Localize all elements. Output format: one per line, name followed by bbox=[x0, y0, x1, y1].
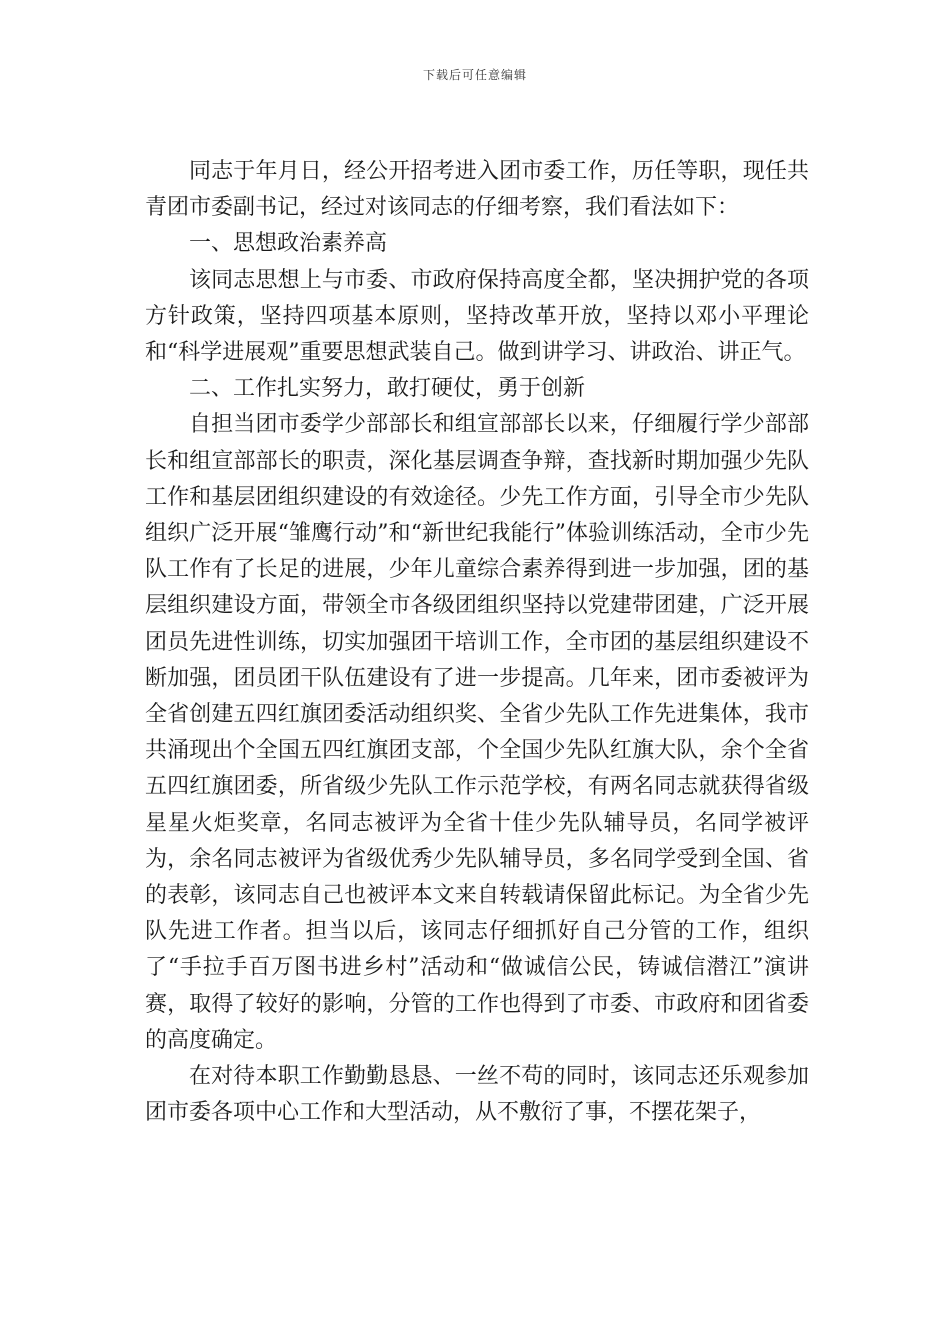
paragraph-political: 该同志思想上与市委、市政府保持高度全都，坚决拥护党的各项方针政策，坚持四项基本原则，坚持改革开放，坚持以邓小平理论和“科学进展观”重要思想武装自己。做到讲学习、讲政治、讲正气。 bbox=[145, 267, 809, 366]
paragraph-central-work: 在对待本职工作勤勤恳恳、一丝不苟的同时，该同志还乐观参加团市委各项中心工作和大型活动，从不敷衍了事，不摆花架子， bbox=[145, 1064, 809, 1126]
section-heading-1: 一、思想政治素养高 bbox=[189, 231, 388, 257]
paragraph-intro: 同志于年月日，经公开招考进入团市委工作，历任等职，现任共青团市委副书记，经过对该同志的仔细考察，我们看法如下： bbox=[145, 159, 809, 221]
paragraph-work: 自担当团市委学少部部长和组宣部部长以来，仔细履行学少部部长和组宣部部长的职责，深化基层调查争辩，查找新时期加强少先队工作和基层团组织建设的有效途径。少先工作方面，引导全市少先队组织广泛开展“雏鹰行动”和“新世纪我能行”体验训练活动，全市少先队工作有了长足的进展，少年儿童综合素养得到进一步加强，团的基层组织建设方面，带领全市各级团组织坚持以党建带团建，广泛开展团员先进性训练，切实加强团干培训工作，全市团的基层组织建设不断加强，团员团干队伍建设有了进一步提高。几年来，团市委被评为全省创建五四红旗团委活动组织奖、全省少先队工作先进集体，我市共涌现出个全国五四红旗团支部，个全国少先队红旗大队，余个全省五四红旗团委，所省级少先队工作示范学校，有两名同志就获得省级星星火炬奖章，名同志被评为全省十佳少先队辅导员，名同学被评为，余名同志被评为省级优秀少先队辅导员，多名同学受到全国、省的表彰，该同志自己也被评本文来自转载请保留此标记。为全省少先队先进工作者。担当以后，该同志仔细抓好自己分管的工作，组织了“手拉手百万图书进乡村”活动和“做诚信公民，铸诚信潜江”演讲赛，取得了较好的影响，分管的工作也得到了市委、市政府和团省委的高度确定。 bbox=[145, 412, 809, 1053]
document-body bbox=[145, 154, 809, 1131]
page-header-note: 下载后可任意编辑 bbox=[422, 68, 527, 82]
section-heading-2: 二、工作扎实努力，敢打硬仗，勇于创新 bbox=[189, 376, 586, 402]
